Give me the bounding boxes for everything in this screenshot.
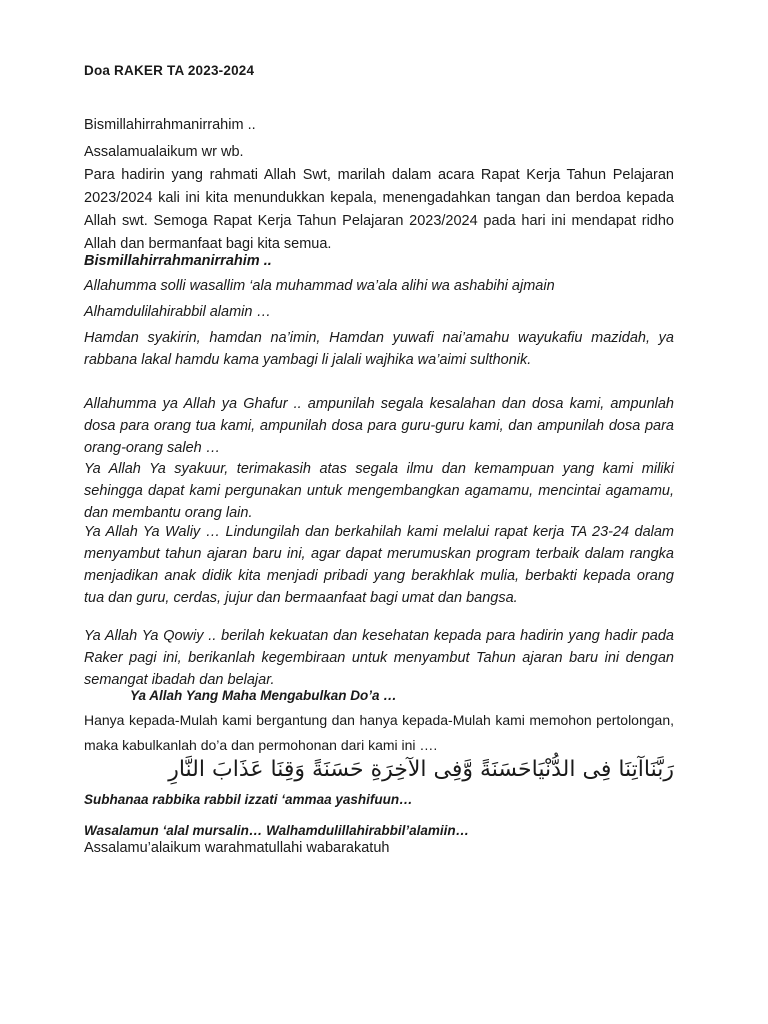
greeting-basmalah: Bismillahirrahmanirrahim .. xyxy=(84,117,256,133)
closing-salawat-line: Wasalamun ‘alal mursalin… Walhamdulillahirabbil’alamiin… xyxy=(84,823,470,838)
arabic-verse: رَبَّنَاآتِنَا فِى الدُّنْيَاحَسَنَةً وَّفِى الآخِرَةِ حَسَنَةً وَقِنَا عَذَابَ النَّارِ xyxy=(168,757,674,782)
opening-paragraph: Para hadirin yang rahmati Allah Swt, marilah dalam acara Rapat Kerja Tahun Pelajaran 2023/2024 kali ini kita menundukkan kepala, menengadahkan tangan dan berdoa kepada Allah swt. Semoga Rapat Kerja Tahun Pelajaran 2023/2024 pada hari ini mendapat ridho Allah dan bermanfaat bagi kita semua. xyxy=(84,167,674,252)
document-title: Doa RAKER TA 2023-2024 xyxy=(84,63,255,78)
protection-paragraph: Ya Allah Ya Waliy … Lindungilah dan berkahilah kami melalui rapat kerja TA 23-24 dalam menyambut tahun ajaran baru ini, agar dapat merumuskan program terbaik dalam rangka menjadikan anak didik kita menjadi pribadi yang berakhlak mulia, berbakti kepada orang tua dan guru, cerdas, jujur dan bermaanfaat bagi umat dan bangsa. xyxy=(84,524,674,606)
supplication-heading: Ya Allah Yang Maha Mengabulkan Do’a … xyxy=(130,688,397,703)
praise-paragraph: Hamdan syakirin, hamdan na’imin, Hamdan yuwafi nai’amahu wayukafiu mazidah, ya rabbana lakal hamdu kama yambagi li jalali wajhika wa’aimi sulthonik. xyxy=(84,330,674,368)
strength-paragraph: Ya Allah Ya Qowiy .. berilah kekuatan dan kesehatan kepada para hadirin yang hadir pada Raker pagi ini, berikanlah kegembiraan untuk menyambut Tahun ajaran baru ini dengan semangat ibadah dan belajar. xyxy=(84,628,674,688)
greeting-salam: Assalamualaikum wr wb. xyxy=(84,144,244,160)
closing-salam: Assalamu’alaikum warahmatullahi wabarakatuh xyxy=(84,840,390,856)
gratitude-paragraph: Ya Allah Ya syakuur, terimakasih atas segala ilmu dan kemampuan yang kami miliki sehingga dapat kami pergunakan untuk mengembangkan agamamu, mencintai agamamu, dan membantu orang lain. xyxy=(84,461,674,521)
reliance-paragraph: Hanya kepada-Mulah kami bergantung dan hanya kepada-Mulah kami memohon pertolongan, maka kabulkanlah do’a dan permohonan dari kami ini …. xyxy=(84,712,674,753)
forgiveness-paragraph: Allahumma ya Allah ya Ghafur .. ampunilah segala kesalahan dan dosa kami, ampunlah dosa para orang tua kami, ampunilah dosa para guru-guru kami, dan ampunilah dosa para orang-orang saleh … xyxy=(84,396,674,456)
tasbih-line: Subhanaa rabbika rabbil izzati ‘ammaa yashifuun… xyxy=(84,792,413,807)
hamdalah-line: Alhamdulilahirabbil alamin … xyxy=(84,304,271,320)
salawat-line: Allahumma solli wasallim ‘ala muhammad wa’ala alihi wa ashabihi ajmain xyxy=(84,278,555,294)
basmalah-heading: Bismillahirrahmanirrahim .. xyxy=(84,253,272,269)
